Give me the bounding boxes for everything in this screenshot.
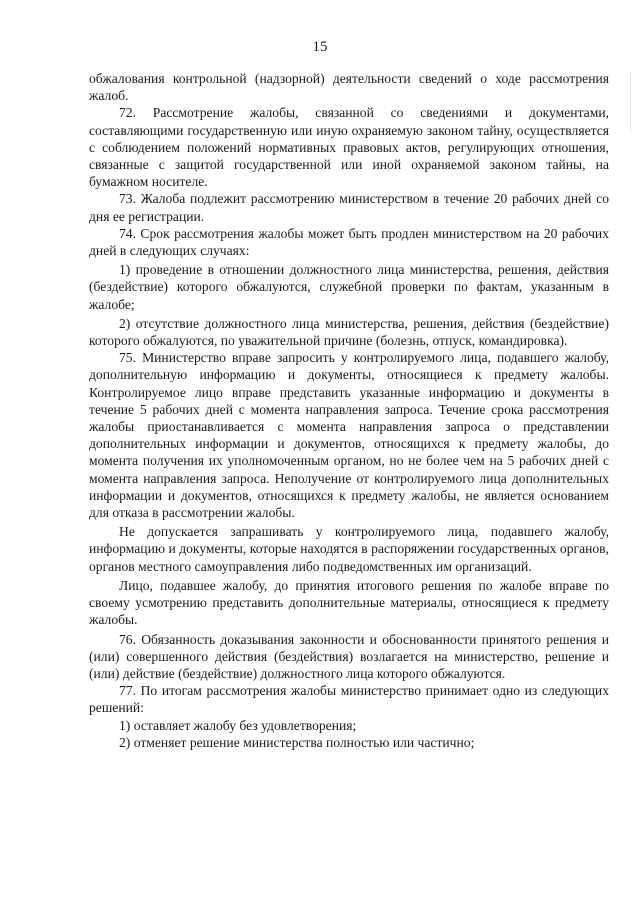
paragraph-74-item-1: 1) проведение в отношении должностного лица министерства, решения, действия (бездействие) которого обжалуются, служебной проверки по фактам, указанным в жалобе; bbox=[89, 262, 609, 312]
paragraph-77-item-1: 1) оставляет жалобу без удовлетворения; bbox=[119, 717, 357, 733]
paragraph-72: 72. Рассмотрение жалобы, связанной со сведениями и документами, составляющими государственную или иную охраняемую законом тайну, осуществляется с соблюдением положений нормативных правовых актов, регулирующих отношения, связанные с защитой государственной или иной охраняемой законом тайны, на бумажном носителе. bbox=[89, 105, 609, 190]
paragraph-77: 77. По итогам рассмотрения жалобы министерство принимает одно из следующих решений: bbox=[89, 683, 609, 716]
paragraph-76: 76. Обязанность доказывания законности и обоснованности принятого решения и (или) совершенного действия (бездействия) возлагается на министерство, решение и (или) действие (бездействие) должностного лица которого обжалуются. bbox=[89, 631, 609, 681]
paragraph-75-no-request: Не допускается запрашивать у контролируемого лица, подавшего жалобу, информацию и документы, которые находятся в распоряжении государственных органов, органов местного самоуправления либо подведомственных им организаций. bbox=[89, 524, 609, 574]
document-body bbox=[89, 70, 609, 751]
paragraph-77-item-2: 2) отменяет решение министерства полностью или частично; bbox=[119, 734, 475, 750]
paragraph-74-item-2: 2) отсутствие должностного лица министерства, решения, действия (бездействие) которого обжалуются, по уважительной причине (болезнь, отпуск, командировка). bbox=[89, 315, 609, 349]
paragraph-75: 75. Министерство вправе запросить у контролируемого лица, подавшего жалобу, дополнительную информацию и документы, относящиеся к предмету жалобы. Контролируемое лицо вправе представить указанные информацию и документы в течение 5 рабочих дней с момента направления запроса. Течение срока рассмотрения жалобы приостанавливается с момента направления запроса о представлении дополнительных информации и документов, относящихся к предмету жалобы, до момента получения их уполномоченным органом, но не более чем на 5 рабочих дней с момента направления запроса. Неполучение от контролируемого лица дополнительных информации и документов, относящихся к предмету жалобы, не является основанием для отказа в рассмотрении жалобы. bbox=[89, 350, 609, 521]
paragraph-continuation: обжалования контрольной (надзорной) деятельности сведений о ходе рассмотрения жалоб. bbox=[89, 71, 609, 104]
page-number: 15 bbox=[312, 39, 328, 55]
paragraph-75-additional-materials: Лицо, подавшее жалобу, до принятия итогового решения по жалобе вправе по своему усмотрению представить дополнительные материалы, относящиеся к предмету жалобы. bbox=[89, 577, 609, 628]
scan-margin-mark bbox=[630, 72, 637, 132]
paragraph-74: 74. Срок рассмотрения жалобы может быть продлен министерством на 20 рабочих дней в следующих случаях: bbox=[89, 225, 609, 259]
paragraph-73: 73. Жалоба подлежит рассмотрению министерством в течение 20 рабочих дней со дня ее регистрации. bbox=[89, 191, 609, 224]
